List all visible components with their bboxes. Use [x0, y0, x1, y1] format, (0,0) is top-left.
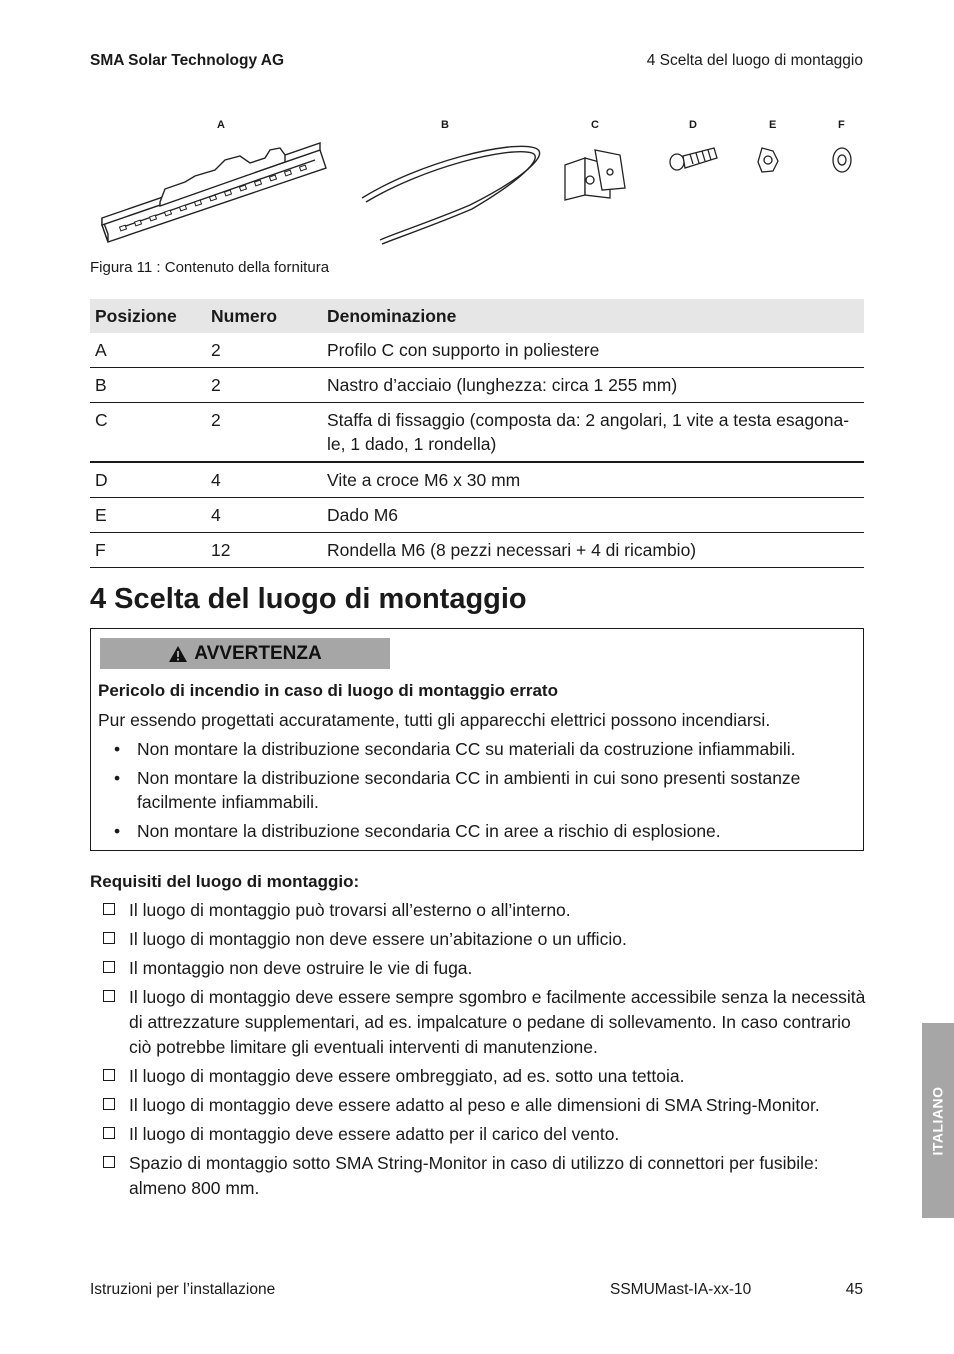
- requirement-text: Il luogo di montaggio deve essere adatto per il carico del vento.: [129, 1124, 620, 1144]
- delivery-illustration: [90, 110, 864, 255]
- table-row: [90, 498, 864, 533]
- c-profile-drawing: [102, 143, 326, 242]
- table-row: [90, 462, 864, 498]
- parts-table: [90, 299, 864, 568]
- cell-position: D: [90, 462, 206, 498]
- cell-quantity: 2: [206, 333, 322, 368]
- figure-label-d: D: [689, 119, 697, 131]
- footer-doc-id: SSMUMast-IA-xx-10: [610, 1281, 752, 1298]
- checkbox-icon: [103, 961, 115, 973]
- bullet-icon: •: [114, 768, 121, 788]
- requirements-list: [90, 898, 866, 1205]
- cell-designation: Dado M6: [322, 498, 864, 533]
- cell-designation: Nastro d’acciaio (lunghezza: circa 1 255 mm): [322, 368, 864, 403]
- cell-quantity: 12: [206, 533, 322, 568]
- cell-quantity: 4: [206, 462, 322, 498]
- checkbox-icon: [103, 990, 115, 1002]
- warning-title: Pericolo di incendio in caso di luogo di montaggio errato: [98, 681, 558, 700]
- requirement-text: Il montaggio non deve ostruire le vie di fuga.: [129, 958, 473, 978]
- checkbox-icon: [103, 1098, 115, 1110]
- checkbox-icon: [103, 932, 115, 944]
- list-item: [90, 956, 866, 981]
- cell-designation: Vite a croce M6 x 30 mm: [322, 462, 864, 498]
- language-tab-label: ITALIANO: [930, 1085, 947, 1156]
- checkbox-icon: [103, 1127, 115, 1139]
- cell-designation: Rondella M6 (8 pezzi necessari + 4 di ricambio): [322, 533, 864, 568]
- cell-position: F: [90, 533, 206, 568]
- cell-quantity: 4: [206, 498, 322, 533]
- list-item: [90, 1122, 866, 1147]
- cell-position: C: [90, 403, 206, 463]
- list-item: [90, 1151, 866, 1201]
- nut-drawing: [758, 148, 778, 172]
- warning-triangle-icon: [168, 645, 188, 663]
- language-tab: [922, 1023, 954, 1218]
- warning-banner: [100, 638, 390, 669]
- cell-designation: Staffa di fissaggio (composta da: 2 angolari, 1 vite a testa esagona-le, 1 dado, 1 rondella): [322, 403, 864, 463]
- figure-label-c: C: [591, 119, 599, 131]
- cross-screw-drawing: [670, 148, 717, 170]
- list-item: [98, 737, 858, 761]
- list-item: [98, 766, 858, 814]
- figure-label-e: E: [769, 119, 777, 131]
- figure-label-f: F: [838, 119, 845, 131]
- requirement-text: Il luogo di montaggio deve essere ombreggiato, ad es. sotto una tettoia.: [129, 1066, 685, 1086]
- column-header-position: Posizione: [90, 299, 206, 333]
- cell-designation: Profilo C con supporto in poliestere: [322, 333, 864, 368]
- header-company: SMA Solar Technology AG: [90, 52, 285, 69]
- table-row: [90, 368, 864, 403]
- cell-position: E: [90, 498, 206, 533]
- table-row: [90, 403, 864, 463]
- cell-position: A: [90, 333, 206, 368]
- bracket-drawing: [565, 150, 625, 200]
- figure-label-b: B: [441, 119, 449, 131]
- list-item: [90, 1064, 866, 1089]
- list-item: [90, 898, 866, 923]
- column-header-quantity: Numero: [206, 299, 322, 333]
- header-section: 4 Scelta del luogo di montaggio: [646, 52, 863, 69]
- warning-label: AVVERTENZA: [194, 642, 322, 664]
- warning-item-text: Non montare la distribuzione secondaria CC in ambienti in cui sono presenti sostanze facilmente infiammabili.: [137, 768, 801, 812]
- cell-position: B: [90, 368, 206, 403]
- list-item: [98, 819, 858, 843]
- checkbox-icon: [103, 903, 115, 915]
- requirement-text: Il luogo di montaggio deve essere sempre sgombro e facilmente accessibile senza la necessità di attrezzature supplementari, ad es. impalcature o pedane di sollevamento. In caso contrario ciò potrebbe limitare gli eventuali interventi di manutenzione.: [129, 987, 866, 1057]
- cell-quantity: 2: [206, 368, 322, 403]
- requirements-title: Requisiti del luogo di montaggio:: [90, 872, 360, 891]
- cell-quantity: 2: [206, 403, 322, 463]
- delivery-figure: [90, 110, 864, 255]
- warning-item-text: Non montare la distribuzione secondaria CC su materiali da costruzione infiammabili.: [137, 739, 796, 759]
- table-row: [90, 333, 864, 368]
- table-header-row: [90, 299, 864, 333]
- warning-text: Pur essendo progettati accuratamente, tutti gli apparecchi elettrici possono incendiarsi.: [98, 710, 771, 730]
- requirement-text: Il luogo di montaggio può trovarsi all’esterno o all’interno.: [129, 900, 571, 920]
- page-number: 45: [845, 1281, 863, 1298]
- requirement-text: Il luogo di montaggio deve essere adatto al peso e alle dimensioni di SMA String-Monitor.: [129, 1095, 820, 1115]
- footer-doc-type: Istruzioni per l’installazione: [90, 1281, 276, 1298]
- list-item: [90, 1093, 866, 1118]
- requirement-text: Il luogo di montaggio non deve essere un’abitazione o un ufficio.: [129, 929, 627, 949]
- warning-item-text: Non montare la distribuzione secondaria CC in aree a rischio di esplosione.: [137, 821, 721, 841]
- checkbox-icon: [103, 1156, 115, 1168]
- requirement-text: Spazio di montaggio sotto SMA String-Monitor in caso di utilizzo di connettori per fusibile: almeno 800 mm.: [129, 1153, 819, 1198]
- section-title: 4 Scelta del luogo di montaggio: [90, 583, 527, 615]
- checkbox-icon: [103, 1069, 115, 1081]
- washer-drawing: [833, 148, 851, 172]
- warning-list: [98, 737, 858, 848]
- figure-caption: Figura 11 : Contenuto della fornitura: [90, 259, 330, 276]
- bullet-icon: •: [114, 739, 121, 759]
- list-item: [90, 985, 866, 1060]
- list-item: [90, 927, 866, 952]
- column-header-designation: Denominazione: [322, 299, 864, 333]
- figure-label-a: A: [217, 119, 225, 131]
- steel-band-drawing: [362, 146, 540, 244]
- bullet-icon: •: [114, 821, 121, 841]
- table-row: [90, 533, 864, 568]
- warning-box: [90, 628, 864, 851]
